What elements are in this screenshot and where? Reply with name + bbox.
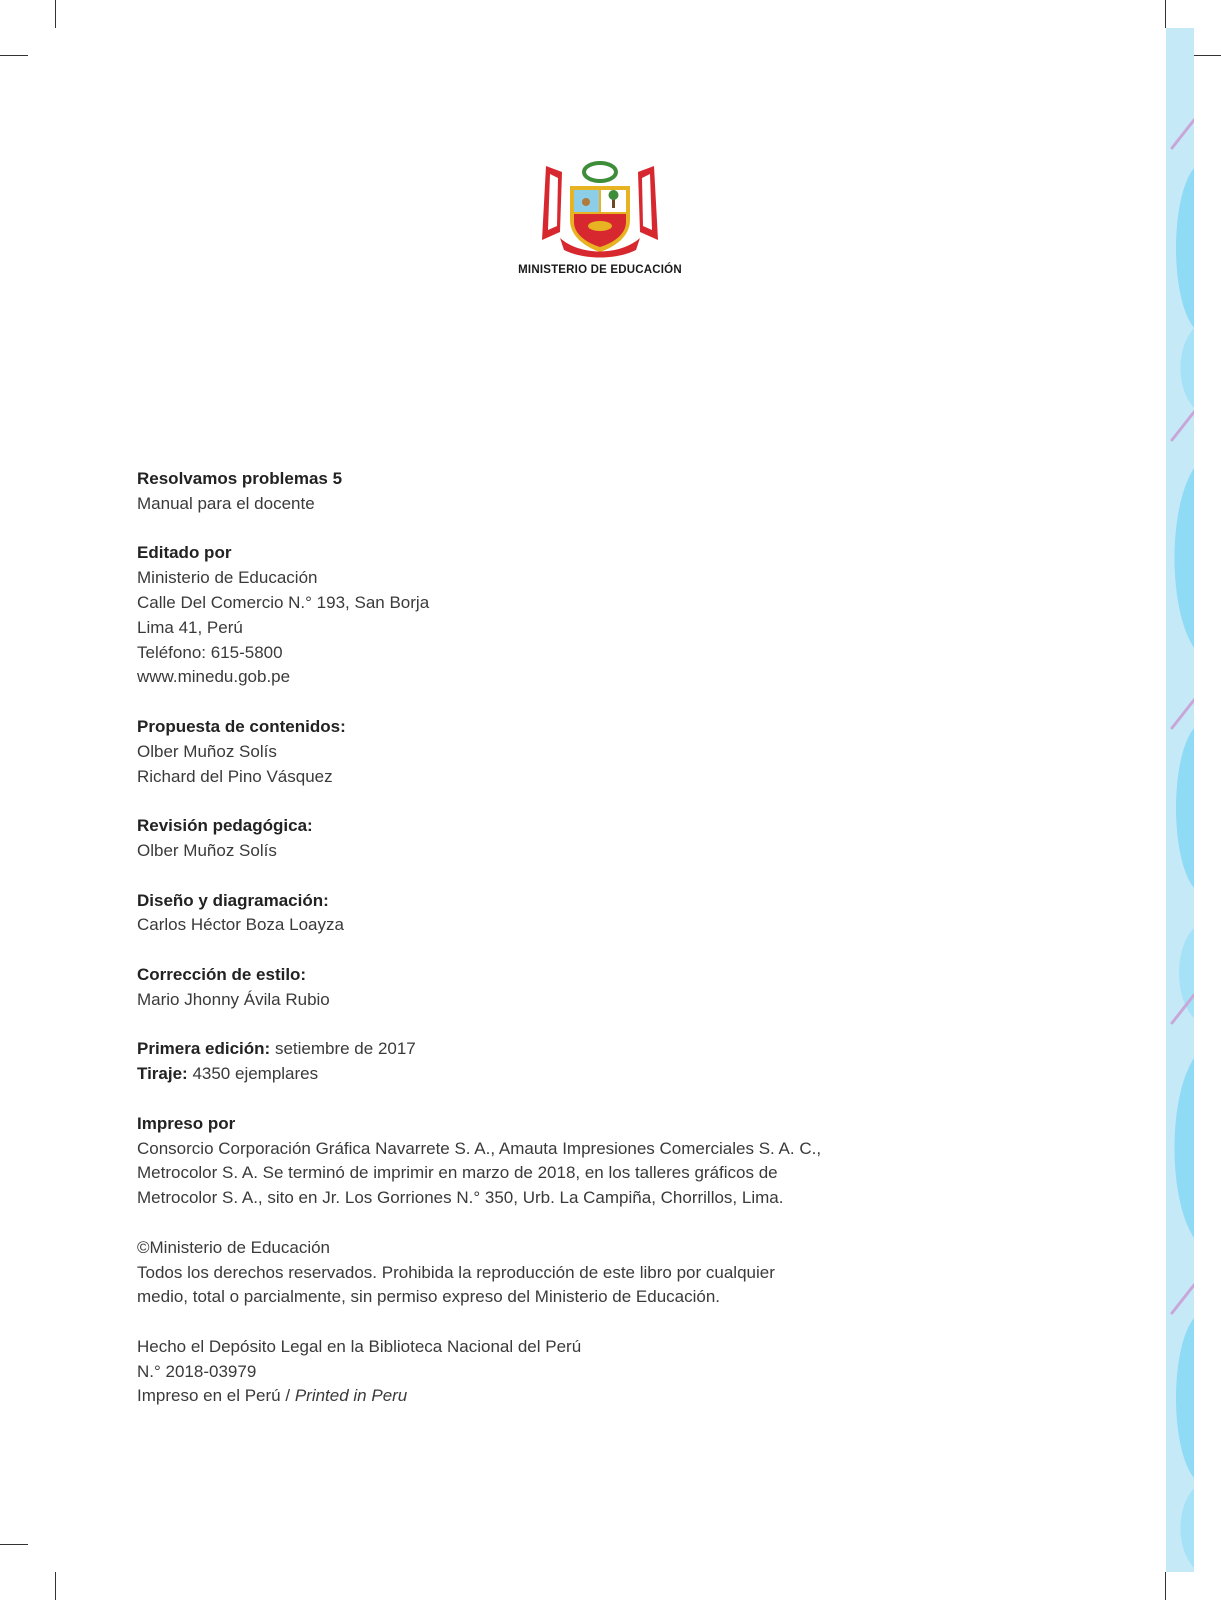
printed-in-en: Printed in Peru [294,1386,408,1406]
pedagogical-review-name: Olber Muñoz Solís [137,840,277,860]
decorative-side-strip [1166,28,1194,1572]
crop-mark [0,55,28,56]
copyright-line: medio, total o parcialmente, sin permiso expreso del Ministerio de Educación. [137,1287,721,1307]
republic-arc-text [541,128,650,129]
editor-website: www.minedu.gob.pe [137,667,291,687]
crop-mark [1165,0,1166,28]
book-subtitle: Manual para el docente [137,493,315,513]
ministry-caption: MINISTERIO DE EDUCACIÓN [518,264,682,276]
legal-deposit-block [137,1335,837,1409]
crop-mark [55,0,56,28]
editor-line: Calle Del Comercio N.° 193, San Borja [137,592,430,612]
pedagogical-review-block [137,814,837,864]
style-correction-name: Mario Jhonny Ávila Rubio [137,989,330,1009]
design-name: Carlos Héctor Boza Loayza [137,915,344,935]
pedagogical-review-heading: Revisión pedagógica: [137,816,313,836]
design-block [137,889,837,939]
editor-block [137,541,837,690]
copyright-line: ©Ministerio de Educación [137,1237,331,1257]
ministry-logo [500,128,700,288]
crop-mark [0,1544,28,1545]
design-heading: Diseño y diagramación: [137,890,329,910]
editor-line: Teléfono: 615-5800 [137,642,283,662]
content-proposal-name: Olber Muñoz Solís [137,741,277,761]
crop-mark [1165,1572,1166,1600]
editor-line: Ministerio de Educación [137,568,318,588]
printed-in-line [137,1384,837,1409]
printed-by-block [137,1112,837,1211]
book-title-block [137,467,837,517]
crop-mark [55,1572,56,1600]
content-proposal-name: Richard del Pino Vásquez [137,766,333,786]
side-strip-pattern [1166,28,1194,1572]
legal-deposit-number: N.° 2018-03979 [137,1361,257,1381]
copyright-line: Todos los derechos reservados. Prohibida la reproducción de este libro por cualquier [137,1262,775,1282]
print-run-line [137,1062,837,1087]
editor-heading: Editado por [137,543,232,563]
printed-by-heading: Impreso por [137,1113,236,1133]
content-proposal-block [137,715,837,789]
printed-in-es: Impreso en el Perú / [137,1386,295,1406]
style-correction-block [137,963,837,1013]
print-run-label: Tiraje: [137,1064,188,1084]
print-run-value: 4350 ejemplares [187,1064,319,1084]
book-title: Resolvamos problemas 5 [137,469,343,488]
content-proposal-heading: Propuesta de contenidos: [137,716,346,736]
printed-by-line: Metrocolor S. A. Se terminó de imprimir en marzo de 2018, en los talleres gráficos de [137,1163,778,1183]
coat-of-arms-icon [500,128,700,260]
first-edition-line [137,1037,837,1062]
style-correction-heading: Corrección de estilo: [137,964,307,984]
copyright-block [137,1236,837,1310]
printed-by-line: Metrocolor S. A., sito en Jr. Los Gorriones N.° 350, Urb. La Campiña, Chorrillos, Lima. [137,1188,784,1208]
credits-page [137,467,837,1434]
first-edition-label: Primera edición: [137,1039,271,1059]
first-edition-value: setiembre de 2017 [270,1039,416,1059]
editor-line: Lima 41, Perú [137,617,243,637]
crop-mark [1193,55,1221,56]
printed-by-line: Consorcio Corporación Gráfica Navarrete S. A., Amauta Impresiones Comerciales S. A. C., [137,1138,822,1158]
legal-deposit-line: Hecho el Depósito Legal en la Biblioteca Nacional del Perú [137,1336,582,1356]
edition-block [137,1037,837,1087]
